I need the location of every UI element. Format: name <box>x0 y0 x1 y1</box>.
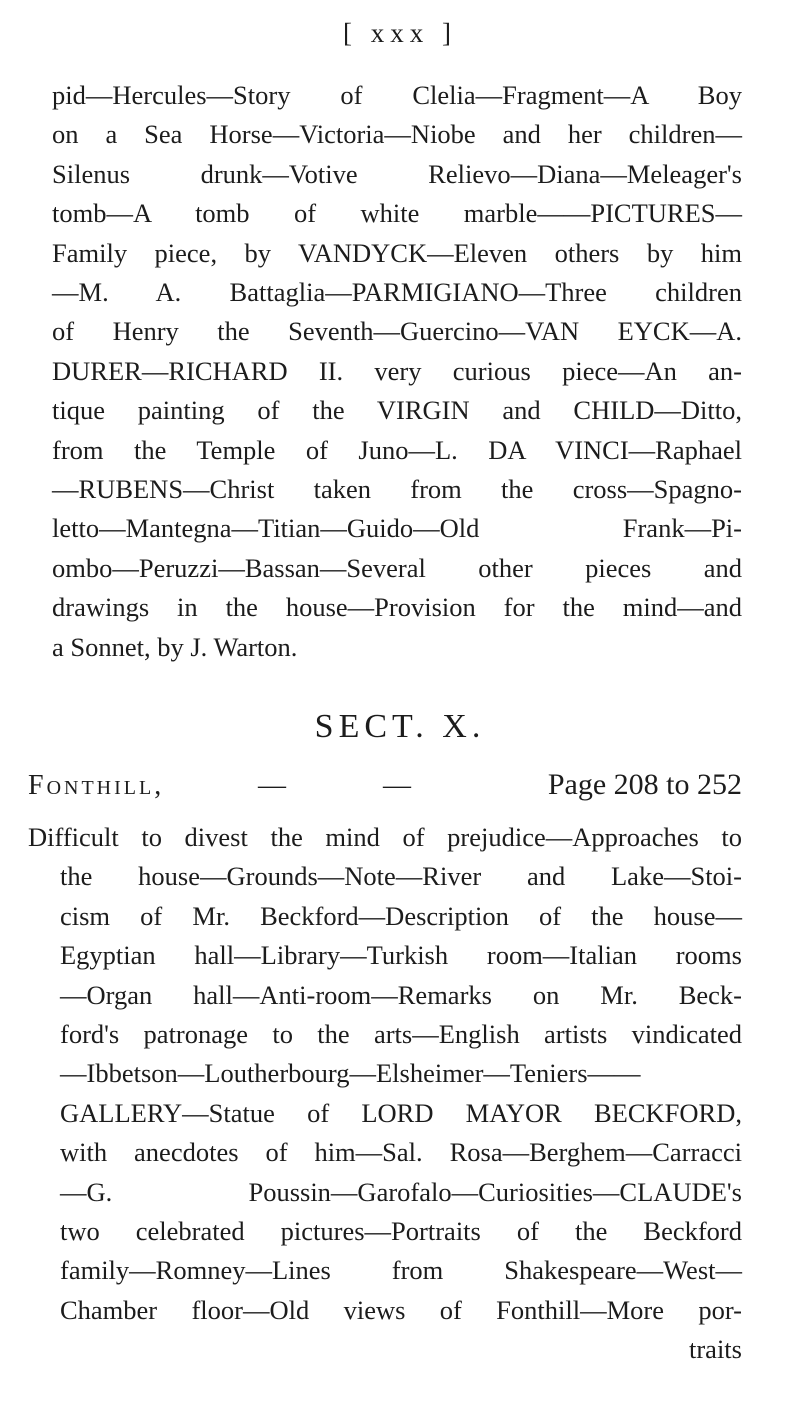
page-folio: [ xxx ] <box>343 18 457 48</box>
text-line: pid—Hercules—Story of Clelia—Fragment—A Boy <box>52 80 742 110</box>
text-line: drawings in the house—Provision for the mind—and <box>52 592 742 623</box>
text-line: Difficult to divest the mind of prejudice—Approaches to <box>28 822 742 852</box>
text-line: the house—Grounds—Note—River and Lake—Stoi- <box>60 861 742 892</box>
leader-dash: — <box>383 770 411 801</box>
text-line: with anecdotes of him—Sal. Rosa—Berghem—Carracci <box>60 1137 742 1168</box>
text-line: Family piece, by VANDYCK—Eleven others by him <box>52 237 742 268</box>
text-line: ford's patronage to the arts—English artists vindicated <box>60 1019 742 1050</box>
text-line: —Ibbetson—Loutherbourg—Elsheimer—Teniers—— <box>60 1058 641 1089</box>
text-line: cism of Mr. Beckford—Description of the house— <box>60 900 742 931</box>
text-line: tomb—A tomb of white marble——PICTURES— <box>52 198 742 229</box>
text-line: ombo—Peruzzi—Bassan—Several other pieces and <box>52 552 742 583</box>
leader-dash: — <box>258 770 286 801</box>
text-line: Silenus drunk—Votive Relievo—Diana—Meleager's <box>52 158 742 189</box>
section-page-range: Page 208 to 252 <box>547 768 742 801</box>
text-line: traits <box>689 1334 742 1365</box>
section-location-row <box>28 768 742 802</box>
text-line: GALLERY—Statue of LORD MAYOR BECKFORD, <box>60 1097 742 1128</box>
text-line: tique painting of the VIRGIN and CHILD—Ditto, <box>52 395 742 426</box>
text-line: two celebrated pictures—Portraits of the Beckford <box>60 1216 742 1247</box>
section-heading: SECT. X. <box>314 708 486 745</box>
text-line: —RUBENS—Christ taken from the cross—Spagno- <box>52 474 742 505</box>
text-line: —Organ hall—Anti-room—Remarks on Mr. Beck- <box>60 979 742 1010</box>
text-line: letto—Mantegna—Titian—Guido—Old Frank—Pi- <box>52 513 742 544</box>
text-line: a Sonnet, by J. Warton. <box>52 631 298 662</box>
text-line: DURER—RICHARD II. very curious piece—An an- <box>52 355 742 386</box>
text-line: —M. A. Battaglia—PARMIGIANO—Three children <box>52 277 742 308</box>
text-line: Chamber floor—Old views of Fonthill—More por- <box>60 1294 742 1325</box>
text-line: family—Romney—Lines from Shakespeare—West— <box>60 1255 742 1286</box>
text-line: of Henry the Seventh—Guercino—VAN EYCK—A. <box>52 316 742 347</box>
text-line: on a Sea Horse—Victoria—Niobe and her children— <box>52 119 742 150</box>
text-line: —G. Poussin—Garofalo—Curiosities—CLAUDE's <box>60 1176 742 1207</box>
text-line: Egyptian hall—Library—Turkish room—Italian rooms <box>60 940 742 971</box>
section-place: Fonthill, <box>28 770 165 801</box>
text-line: from the Temple of Juno—L. DA VINCI—Raphael <box>52 434 742 465</box>
contents-paragraph-fonthill <box>28 818 742 1370</box>
contents-paragraph-previous <box>52 76 742 667</box>
